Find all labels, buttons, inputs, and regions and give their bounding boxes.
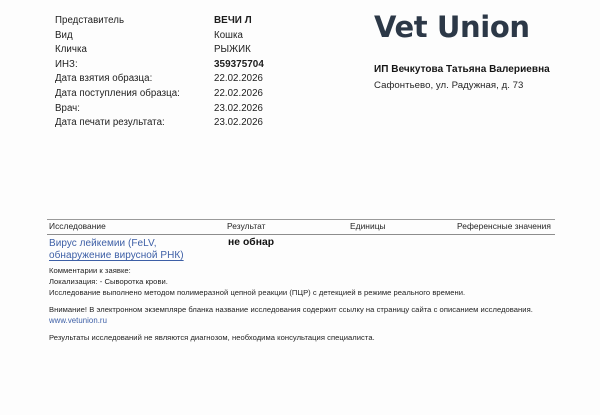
- info-row: [55, 29, 345, 44]
- info-label-inz: ИНЗ:: [55, 58, 78, 70]
- info-label-species: Вид: [55, 29, 73, 41]
- test-name-line-1: Вирус лейкемии (FeLV,: [49, 238, 157, 249]
- info-row: [55, 58, 345, 73]
- info-label-nickname: Кличка: [55, 44, 87, 56]
- info-label-received-date: Дата поступления образца:: [55, 87, 180, 99]
- info-value-inz: 359375704: [214, 58, 264, 70]
- info-value-nickname: РЫЖИК: [214, 44, 251, 56]
- info-value-sample-date: 22.02.2026: [214, 73, 263, 85]
- info-label-doctor: Врач:: [55, 102, 81, 114]
- column-header-study: Исследование: [49, 221, 106, 231]
- test-name-link[interactable]: [49, 238, 221, 261]
- notes-block: [49, 265, 594, 344]
- company-name: ИП Вечкутова Татьяна Валериевна: [374, 64, 550, 75]
- info-row: [55, 72, 345, 87]
- company-address: Сафонтьево, ул. Радужная, д. 73: [374, 80, 524, 91]
- website-url-link[interactable]: www.vetunion.ru: [49, 316, 107, 326]
- info-row: [55, 116, 345, 131]
- note-method: Исследование выполнено методом полимеразной цепной реакции (ПЦР) с детекцией в режиме реального времени.: [49, 288, 466, 298]
- info-value-species: Кошка: [214, 29, 243, 41]
- info-value-received-date: 22.02.2026: [214, 87, 263, 99]
- vet-union-logo: Vet Union: [374, 10, 530, 44]
- test-name-line-2: обнаружение вирусной РНК): [49, 249, 184, 261]
- table-header-row: [47, 220, 555, 234]
- table-row: [47, 235, 555, 260]
- note-disclaimer: Результаты исследований не являются диагнозом, необходима консультация специалиста.: [49, 333, 375, 343]
- info-label-representative: Представитель: [55, 15, 125, 26]
- info-row: [55, 87, 345, 102]
- column-header-reference: Референсные значения: [457, 221, 551, 231]
- note-localization: Локализация: - Сыворотка крови.: [49, 277, 168, 287]
- test-result-value: не обнар: [228, 237, 275, 248]
- report-header: [0, 0, 600, 200]
- info-row: [55, 102, 345, 117]
- info-label-sample-date: Дата взятия образца:: [55, 73, 153, 85]
- column-header-result: Результат: [227, 221, 266, 231]
- patient-info-block: [55, 14, 345, 131]
- note-attention: Внимание! В электронном экземпляре бланка название исследования содержит ссылку на страницу сайта с описанием исследования.: [49, 305, 533, 315]
- info-value-representative: ВЕЧИ Л: [214, 15, 252, 26]
- info-row: [55, 14, 345, 29]
- column-header-units: Единицы: [350, 221, 386, 231]
- info-value-print-date: 23.02.2026: [214, 117, 263, 129]
- info-row: [55, 43, 345, 58]
- brand-block: [374, 10, 600, 92]
- results-table: [47, 219, 555, 260]
- note-comments-title: Комментарии к заявке:: [49, 266, 131, 275]
- info-value-doctor: 23.02.2026: [214, 102, 263, 114]
- info-label-print-date: Дата печати результата:: [55, 117, 165, 129]
